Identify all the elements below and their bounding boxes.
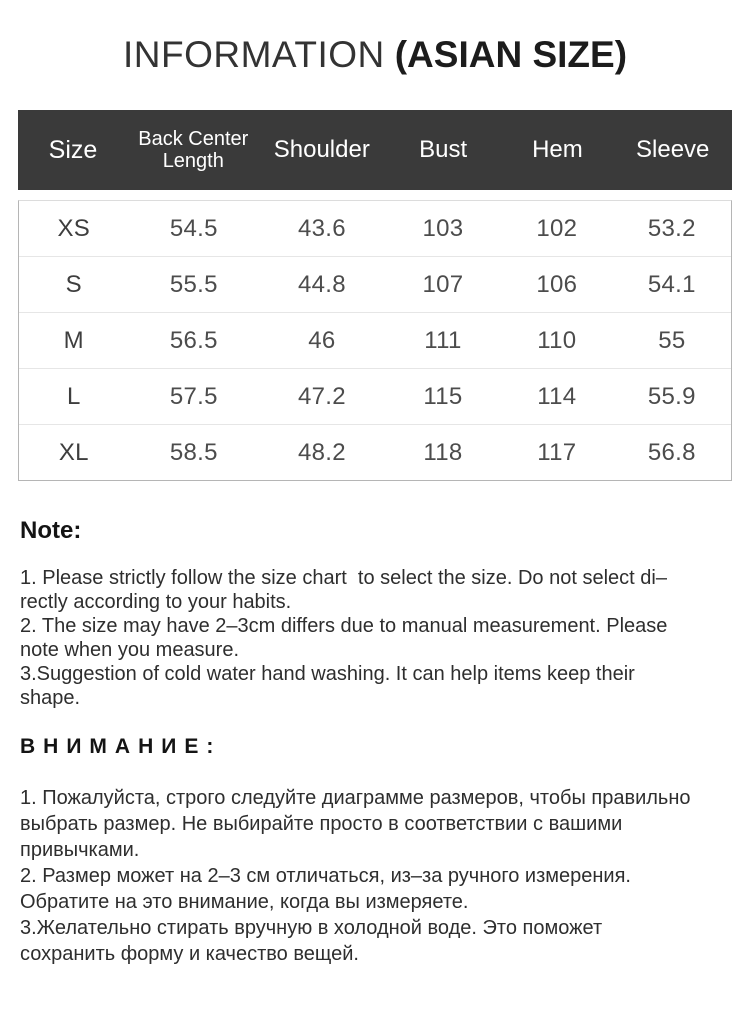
header-cell-back-center-length bbox=[128, 128, 259, 172]
header-cell-bust: Bust bbox=[419, 136, 468, 163]
header-cell-size: Size bbox=[48, 135, 98, 164]
table-cell: 56.8 bbox=[647, 438, 696, 466]
attention-line: привычками. bbox=[20, 839, 140, 861]
table-cell: 118 bbox=[423, 438, 463, 466]
table-cell: 44.8 bbox=[297, 270, 346, 298]
note-line: 1. Please strictly follow the size chart to select the size. Do not select di– bbox=[20, 567, 667, 589]
table-cell: 103 bbox=[422, 214, 464, 242]
table-cell: 46 bbox=[308, 326, 336, 354]
table-cell: 55 bbox=[658, 326, 686, 354]
table-cell: 111 bbox=[424, 326, 462, 354]
table-row-l bbox=[19, 368, 731, 424]
table-cell: 53.2 bbox=[647, 214, 696, 242]
attention-line: 3.Желательно стирать вручную в холодной воде. Это поможет bbox=[20, 917, 603, 939]
table-cell: 117 bbox=[537, 438, 577, 466]
table-cell: 57.5 bbox=[169, 382, 218, 410]
table-cell: 115 bbox=[423, 382, 463, 410]
table-header-row bbox=[18, 110, 732, 190]
table-cell: 55.5 bbox=[169, 270, 218, 298]
attention-line: Обратите на это внимание, когда вы измеряете. bbox=[20, 891, 469, 913]
attention-line: 2. Размер может на 2–3 см отличаться, из–за ручного измерения. bbox=[20, 865, 631, 887]
attention-paragraphs bbox=[20, 785, 730, 967]
note-line: 3.Suggestion of cold water hand washing. It can help items keep their bbox=[20, 663, 635, 685]
table-cell-size: S bbox=[65, 270, 82, 298]
table-cell: 47.2 bbox=[297, 382, 346, 410]
attention-line: выбрать размер. Не выбирайте просто в соответствии с вашими bbox=[20, 813, 623, 835]
notes-section bbox=[20, 517, 730, 967]
table-cell: 55.9 bbox=[647, 382, 696, 410]
table-cell: 43.6 bbox=[297, 214, 346, 242]
table-cell: 110 bbox=[537, 326, 577, 354]
table-row-s bbox=[19, 256, 731, 312]
header-cell-line1: Back Center bbox=[138, 128, 249, 150]
header-cell-sleeve: Sleeve bbox=[636, 136, 710, 163]
attention-line: 1. Пожалуйста, строго следуйте диаграмме размеров, чтобы правильно bbox=[20, 787, 691, 809]
note-paragraphs bbox=[20, 566, 730, 710]
attention-heading: ВНИМАНИЕ: bbox=[20, 735, 222, 758]
page-title-bold: (ASIAN SIZE) bbox=[394, 34, 628, 75]
table-cell-size: L bbox=[66, 382, 81, 410]
header-cell-line2: Length bbox=[162, 150, 224, 172]
header-cell-shoulder: Shoulder bbox=[273, 136, 370, 163]
page-title bbox=[0, 34, 750, 76]
table-cell: 48.2 bbox=[297, 438, 346, 466]
table-cell: 102 bbox=[536, 214, 578, 242]
note-line: note when you measure. bbox=[20, 639, 240, 661]
header-cell-hem: Hem bbox=[532, 136, 583, 163]
size-chart-page bbox=[0, 34, 750, 967]
table-cell: 54.5 bbox=[169, 214, 218, 242]
table-cell-size: XS bbox=[57, 214, 91, 242]
note-line: 2. The size may have 2–3cm differs due to manual measurement. Please bbox=[20, 615, 668, 637]
table-cell: 56.5 bbox=[169, 326, 218, 354]
note-heading: Note: bbox=[20, 517, 82, 544]
table-cell: 58.5 bbox=[169, 438, 218, 466]
table-row-xl bbox=[19, 424, 731, 480]
table-cell-size: XL bbox=[58, 438, 89, 466]
table-cell-size: M bbox=[63, 326, 84, 354]
note-line: shape. bbox=[20, 687, 81, 709]
table-body bbox=[18, 200, 732, 481]
table-cell: 114 bbox=[537, 382, 577, 410]
table-row-m bbox=[19, 312, 731, 368]
table-cell: 106 bbox=[536, 270, 578, 298]
page-title-regular: INFORMATION bbox=[122, 34, 385, 75]
attention-line: сохранить форму и качество вещей. bbox=[20, 943, 359, 965]
table-row-xs bbox=[19, 201, 731, 256]
note-line: rectly according to your habits. bbox=[20, 591, 292, 613]
table-cell: 107 bbox=[422, 270, 464, 298]
table-cell: 54.1 bbox=[647, 270, 696, 298]
size-table bbox=[18, 110, 732, 481]
